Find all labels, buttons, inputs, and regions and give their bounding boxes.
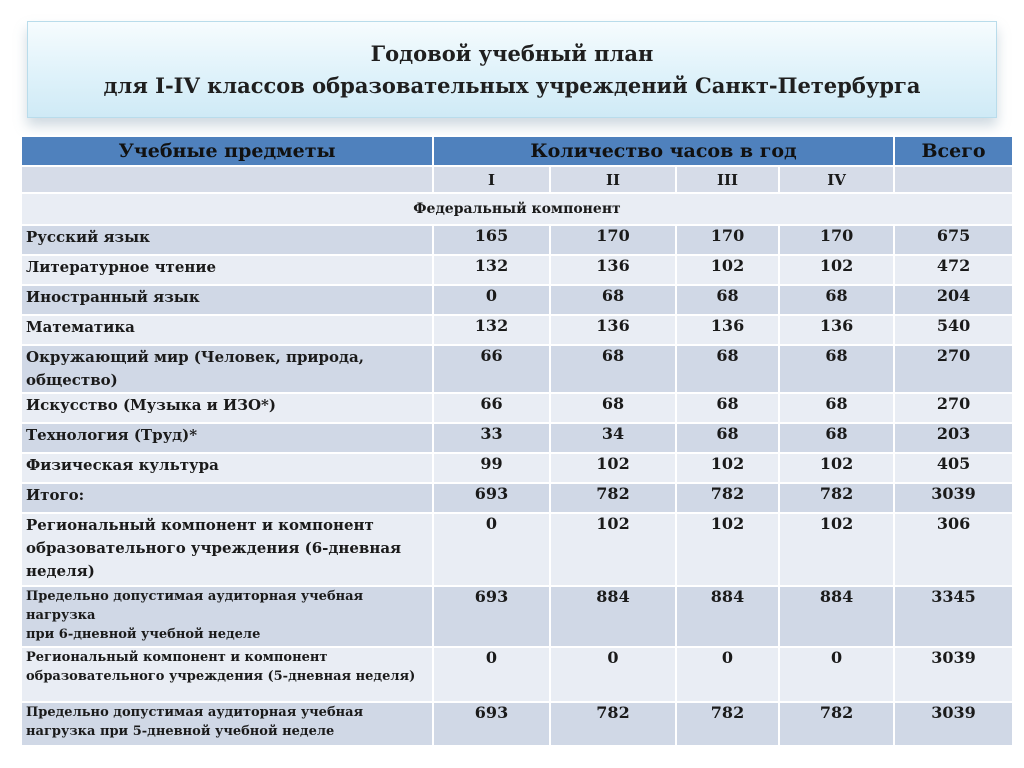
- hours-cell: 68: [676, 285, 779, 315]
- hours-cell: 68: [779, 345, 894, 393]
- hours-cell: 102: [676, 453, 779, 483]
- hours-cell: 884: [550, 586, 676, 647]
- table-row: [21, 225, 1013, 255]
- total-cell: 3039: [894, 647, 1013, 702]
- table-row: [21, 483, 1013, 513]
- hours-cell: 68: [676, 393, 779, 423]
- total-cell: 3039: [894, 702, 1013, 746]
- hours-cell: 0: [433, 285, 550, 315]
- subject-cell: Математика: [21, 315, 433, 345]
- table-row: [21, 647, 1013, 702]
- table-row: [21, 513, 1013, 586]
- total-cell: 306: [894, 513, 1013, 586]
- hours-cell: 34: [550, 423, 676, 453]
- hours-cell: 132: [433, 255, 550, 285]
- total-cell: 3039: [894, 483, 1013, 513]
- header-hours: Количество часов в год: [433, 136, 894, 166]
- hours-cell: 0: [433, 513, 550, 586]
- hours-cell: 884: [676, 586, 779, 647]
- hours-cell: 102: [550, 453, 676, 483]
- subject-cell: Русский язык: [21, 225, 433, 255]
- hours-cell: 782: [779, 483, 894, 513]
- subject-cell: Технология (Труд)*: [21, 423, 433, 453]
- hours-cell: 0: [779, 647, 894, 702]
- table-row: [21, 255, 1013, 285]
- hours-cell: 68: [676, 345, 779, 393]
- table-row: [21, 393, 1013, 423]
- table-row: [21, 285, 1013, 315]
- page-title-line-1: Годовой учебный план: [370, 40, 654, 66]
- hours-cell: 68: [550, 345, 676, 393]
- hours-cell: 693: [433, 483, 550, 513]
- grades-header-empty: [21, 166, 433, 193]
- hours-cell: 102: [676, 513, 779, 586]
- grade-header: I: [433, 166, 550, 193]
- table-row: [21, 315, 1013, 345]
- section-label: Федеральный компонент: [21, 193, 1013, 225]
- title-box: [27, 21, 997, 118]
- hours-cell: 170: [676, 225, 779, 255]
- grade-header: III: [676, 166, 779, 193]
- hours-cell: 66: [433, 345, 550, 393]
- total-cell: 405: [894, 453, 1013, 483]
- section-row: [21, 193, 1013, 225]
- page-title-line-2: для I-IV классов образовательных учреждений Санкт-Петербурга: [103, 72, 921, 98]
- curriculum-table: [20, 135, 1014, 747]
- hours-cell: 68: [779, 285, 894, 315]
- hours-cell: 0: [433, 647, 550, 702]
- grades-header-empty: [894, 166, 1013, 193]
- hours-cell: 782: [676, 483, 779, 513]
- subject-cell: Литературное чтение: [21, 255, 433, 285]
- hours-cell: 102: [676, 255, 779, 285]
- subject-cell: Иностранный язык: [21, 285, 433, 315]
- subject-cell: Физическая культура: [21, 453, 433, 483]
- hours-cell: 68: [779, 423, 894, 453]
- hours-cell: 136: [550, 315, 676, 345]
- total-cell: 540: [894, 315, 1013, 345]
- hours-cell: 68: [550, 393, 676, 423]
- subject-cell: Итого:: [21, 483, 433, 513]
- table-row: [21, 345, 1013, 393]
- hours-cell: 170: [550, 225, 676, 255]
- hours-cell: 782: [779, 702, 894, 746]
- subject-cell: Искусство (Музыка и ИЗО*): [21, 393, 433, 423]
- subject-cell: Региональный компонент и компонент образовательного учреждения (6-дневная неделя): [21, 513, 433, 586]
- total-cell: 472: [894, 255, 1013, 285]
- hours-cell: 693: [433, 702, 550, 746]
- hours-cell: 66: [433, 393, 550, 423]
- total-cell: 203: [894, 423, 1013, 453]
- hours-cell: 136: [779, 315, 894, 345]
- total-cell: 3345: [894, 586, 1013, 647]
- table-row: [21, 423, 1013, 453]
- subject-cell: Окружающий мир (Человек, природа, общество): [21, 345, 433, 393]
- hours-cell: 693: [433, 586, 550, 647]
- header-subjects: Учебные предметы: [21, 136, 433, 166]
- total-cell: 270: [894, 345, 1013, 393]
- table-row: [21, 702, 1013, 746]
- grade-header: IV: [779, 166, 894, 193]
- hours-cell: 884: [779, 586, 894, 647]
- grades-header-row: [21, 166, 1013, 193]
- hours-cell: 68: [550, 285, 676, 315]
- hours-cell: 33: [433, 423, 550, 453]
- hours-cell: 132: [433, 315, 550, 345]
- hours-cell: 102: [779, 513, 894, 586]
- hours-cell: 102: [550, 513, 676, 586]
- hours-cell: 136: [550, 255, 676, 285]
- total-cell: 204: [894, 285, 1013, 315]
- table-row: [21, 586, 1013, 647]
- table-header-row: [21, 136, 1013, 166]
- hours-cell: 170: [779, 225, 894, 255]
- total-cell: 675: [894, 225, 1013, 255]
- subject-cell: Предельно допустимая аудиторная учебная нагрузка при 5-дневной учебной неделе: [21, 702, 433, 746]
- hours-cell: 782: [676, 702, 779, 746]
- hours-cell: 782: [550, 483, 676, 513]
- hours-cell: 68: [676, 423, 779, 453]
- hours-cell: 102: [779, 255, 894, 285]
- hours-cell: 782: [550, 702, 676, 746]
- subject-cell: Региональный компонент и компонент образовательного учреждения (5-дневная неделя): [21, 647, 433, 702]
- header-total: Всего: [894, 136, 1013, 166]
- total-cell: 270: [894, 393, 1013, 423]
- subject-cell: Предельно допустимая аудиторная учебная нагрузка при 6-дневной учебной неделе: [21, 586, 433, 647]
- hours-cell: 0: [676, 647, 779, 702]
- hours-cell: 0: [550, 647, 676, 702]
- hours-cell: 68: [779, 393, 894, 423]
- hours-cell: 165: [433, 225, 550, 255]
- table-row: [21, 453, 1013, 483]
- hours-cell: 102: [779, 453, 894, 483]
- hours-cell: 136: [676, 315, 779, 345]
- hours-cell: 99: [433, 453, 550, 483]
- grade-header: II: [550, 166, 676, 193]
